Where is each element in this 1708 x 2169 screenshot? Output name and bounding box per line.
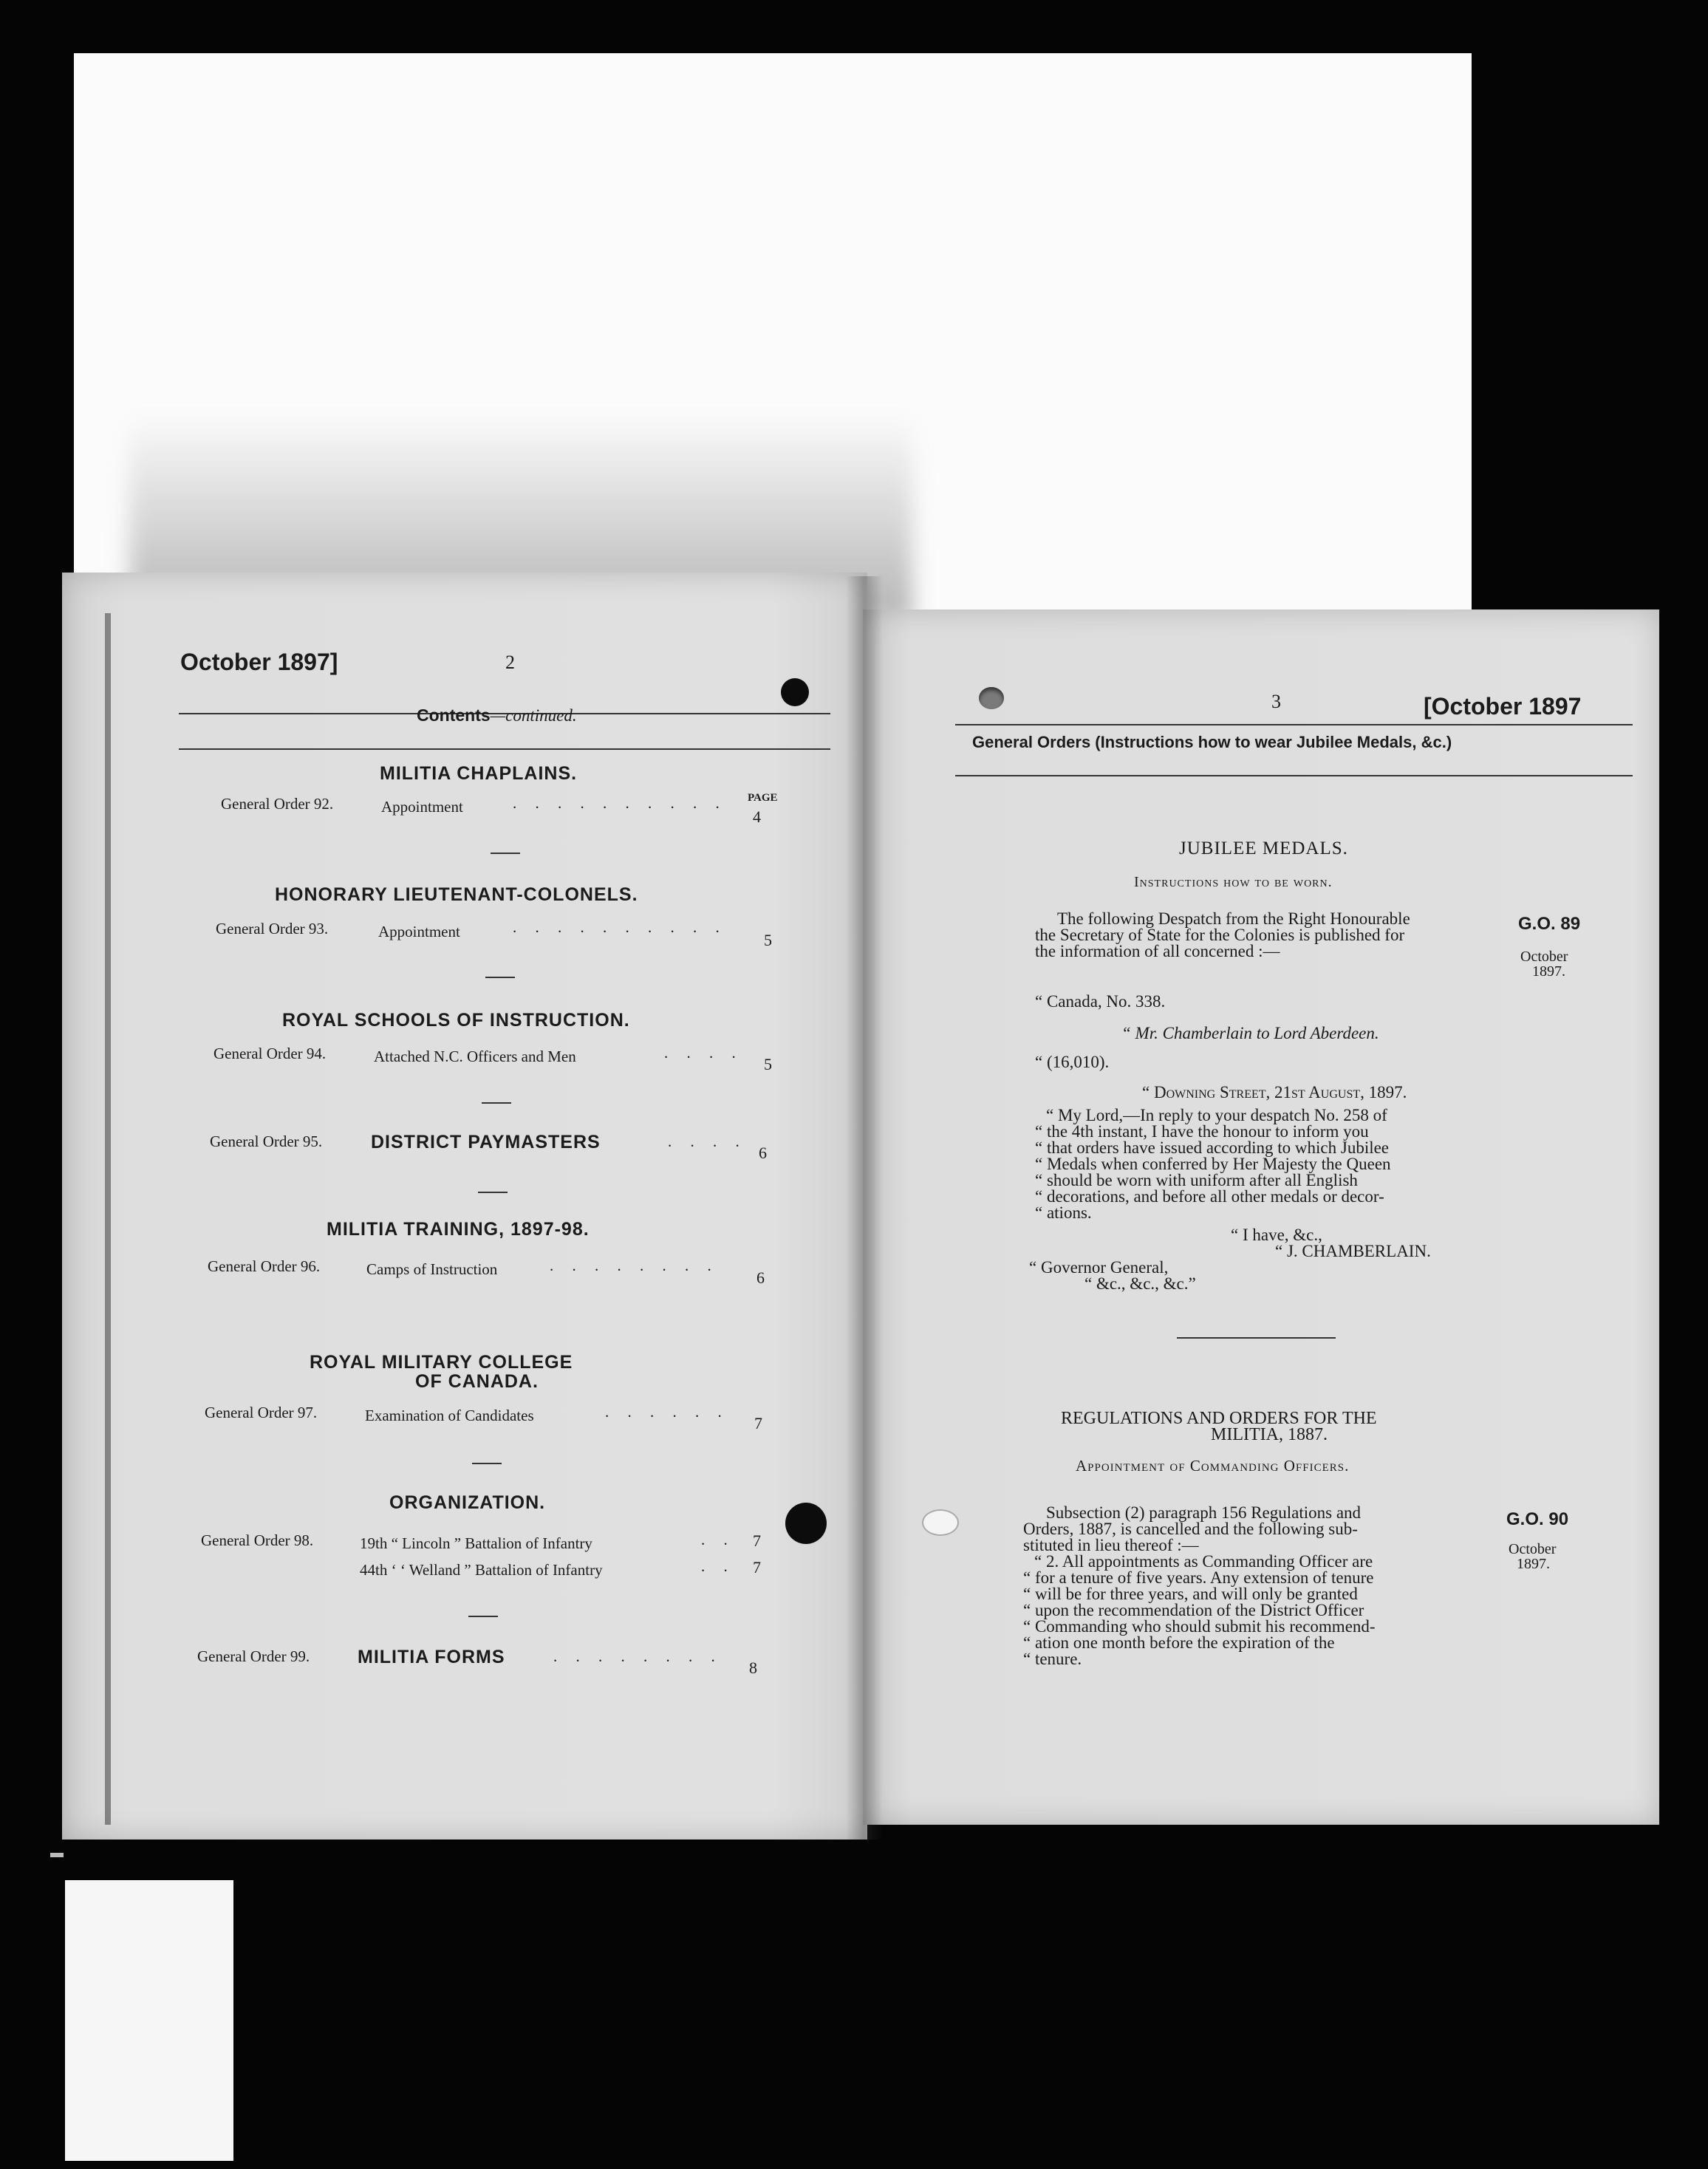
page-edge [105,613,111,1825]
regulation-line: Subsection (2) paragraph 156 Regulations and [1046,1503,1362,1522]
leader-dots: . . . . . . . . [553,1647,723,1665]
regulation-line: “ ation one month before the expiration of the [1023,1633,1335,1652]
intro-line: The following Despatch from the Right Honourable [1057,909,1410,928]
subhead: General Orders (Instructions how to wear Jubilee Medals, &c.) [972,733,1452,751]
contents-label: Contents [417,706,491,725]
header-rule [955,724,1633,725]
section-title-continued: OF CANADA. [415,1371,539,1392]
contents-rule [179,748,830,750]
entry-item: 44th ‘ ‘ Welland ” Battalion of Infantry [360,1561,603,1579]
entry-page: 7 [754,1414,762,1432]
book-spine [846,576,883,1840]
go90-year: 1897. [1517,1556,1550,1572]
entry-item: Attached N.C. Officers and Men [374,1048,576,1065]
section-title: MILITIA TRAINING, 1897-98. [327,1219,590,1240]
entry-item: Camps of Instruction [366,1260,498,1278]
entry-page: 5 [764,931,772,949]
letter-line: “ decorations, and before all other medals or decor- [1035,1187,1384,1206]
section-title: MILITIA CHAPLAINS. [380,763,578,784]
entry-item: Appointment [381,798,463,816]
intro-line: the information of all concerned :— [1035,942,1280,960]
leader-dots: . . . . [668,1133,747,1150]
punch-hole [979,687,1004,709]
general-order: General Order 95. [210,1133,323,1150]
entry-item: MILITIA FORMS [358,1647,505,1667]
regulations-subtitle: Appointment of Commanding Officers. [1076,1457,1350,1475]
regulation-line: Orders, 1887, is cancelled and the following sub- [1023,1520,1358,1538]
separator [468,1616,498,1617]
separator [472,1463,502,1464]
left-page [62,573,867,1840]
right-page [863,609,1659,1825]
regulation-line: “ tenure. [1023,1650,1082,1668]
leader-dots: . . [701,1557,735,1575]
entry-page: 7 [753,1531,761,1550]
jubilee-subtitle: Instructions how to be worn. [1134,874,1333,890]
punch-hole [785,1503,827,1544]
general-order: General Order 99. [197,1647,310,1665]
separator [485,977,515,978]
entry-page: 6 [759,1144,767,1162]
general-order: General Order 98. [201,1531,314,1549]
section-title: HONORARY LIEUTENANT-COLONELS. [275,884,638,905]
regulation-line: “ for a tenure of five years. Any extension of tenure [1023,1568,1374,1587]
entry-page: 5 [764,1055,772,1073]
right-running-head-date: [October 1897 [1424,693,1582,720]
despatch-parties: “ Mr. Chamberlain to Lord Aberdeen. [1121,1024,1379,1042]
separator [491,853,520,854]
general-order: General Order 94. [214,1045,327,1062]
regulation-line: “ upon the recommendation of the District Officer [1023,1601,1364,1619]
leader-dots: . . . . [664,1044,743,1062]
letter-addressee: “ Governor General, [1029,1258,1169,1277]
left-page-number: 2 [505,652,515,673]
jubilee-title: JUBILEE MEDALS. [1179,838,1348,858]
left-running-head-date: October 1897] [180,649,338,675]
section-title: ROYAL SCHOOLS OF INSTRUCTION. [282,1010,630,1031]
regulation-line: “ will be for three years, and will only be granted [1023,1585,1358,1603]
entry-page: 6 [756,1268,765,1287]
scan-mark [50,1853,64,1857]
go90-date: October [1509,1541,1557,1557]
leader-dots: . . . . . . . . . . [513,918,727,936]
entry-item: Appointment [378,923,460,940]
go89-year: 1897. [1532,963,1565,980]
despatch-number: “ (16,010). [1035,1053,1110,1071]
general-order: General Order 93. [216,920,329,937]
entry-page: 8 [749,1659,757,1677]
regulation-line: stituted in lieu thereof :— [1023,1536,1199,1554]
entry-page: 7 [753,1558,761,1577]
separator [478,1192,508,1193]
contents-suffix: —continued. [490,706,577,725]
letter-closing: “ I have, &c., [1231,1226,1322,1244]
letter-addressee-etc: “ &c., &c., &c.” [1084,1274,1196,1293]
page-column-label: PAGE [748,792,778,804]
entry-item: Examination of Candidates [365,1407,534,1424]
section-divider [1177,1337,1336,1339]
intro-line: the Secretary of State for the Colonies is published for [1035,926,1405,944]
entry-item: DISTRICT PAYMASTERS [371,1132,601,1152]
leader-dots: . . [701,1531,735,1548]
letter-signature: “ J. CHAMBERLAIN. [1275,1242,1431,1260]
regulations-title-continued: MILITIA, 1887. [1211,1425,1328,1444]
punch-hole [781,678,809,706]
punch-hole [922,1509,959,1536]
regulation-line: “ Commanding who should submit his recommend- [1023,1617,1376,1636]
letter-line: “ My Lord,—In reply to your despatch No. 258 of [1046,1106,1387,1124]
letter-line: “ the 4th instant, I have the honour to inform you [1035,1122,1369,1141]
letter-line: “ ations. [1035,1203,1092,1222]
separator [482,1102,511,1104]
general-order: General Order 96. [208,1257,321,1275]
despatch-place: “ Downing Street, 21st August, 1897. [1142,1083,1407,1101]
general-order: General Order 92. [221,795,334,813]
letter-line: “ should be worn with uniform after all English [1035,1171,1358,1189]
leader-dots: . . . . . . . . [550,1257,719,1274]
go89-date: October [1520,949,1568,965]
go89-order: G.O. 89 [1518,914,1581,934]
leader-dots: . . . . . . . . . . [513,794,727,812]
contents-heading [417,706,577,725]
letter-line: “ Medals when conferred by Her Majesty the Queen [1035,1155,1391,1173]
despatch-reference: “ Canada, No. 338. [1035,992,1166,1011]
entry-item: 19th “ Lincoln ” Battalion of Infantry [360,1534,592,1552]
regulation-line: “ 2. All appointments as Commanding Officer are [1034,1552,1373,1571]
letter-line: “ that orders have issued according to which Jubilee [1035,1138,1390,1157]
go90-order: G.O. 90 [1506,1509,1569,1529]
section-title: ROYAL MILITARY COLLEGE [310,1352,573,1373]
entry-page: 4 [753,807,761,826]
general-order: General Order 97. [205,1404,318,1421]
right-page-number: 3 [1271,691,1281,712]
section-title: ORGANIZATION. [389,1492,546,1513]
paper-stub [65,1880,233,2161]
subhead-rule [955,775,1633,776]
regulations-title: REGULATIONS AND ORDERS FOR THE [1061,1409,1377,1428]
leader-dots: . . . . . . [605,1403,729,1421]
